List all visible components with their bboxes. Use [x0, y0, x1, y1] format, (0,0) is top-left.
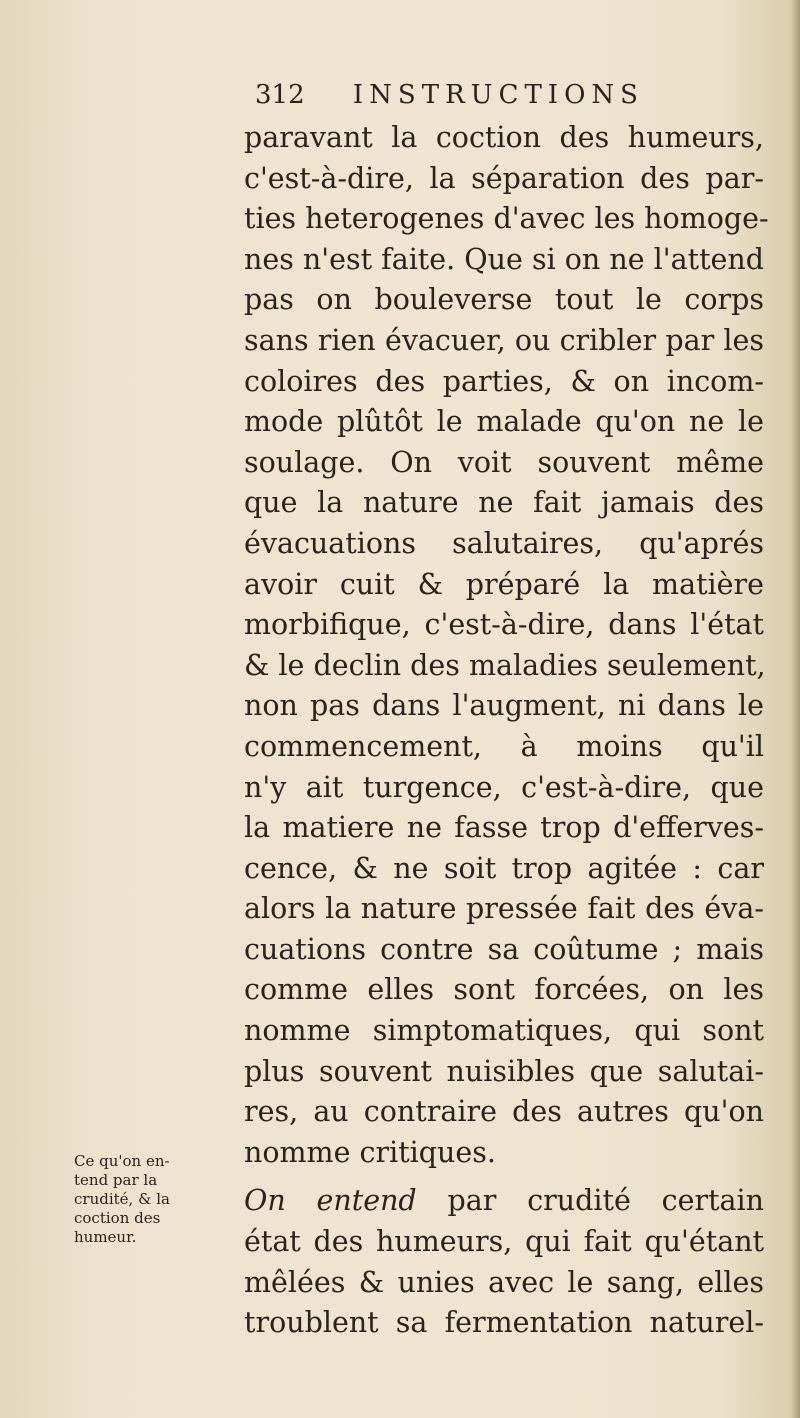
- text-line: commencement, à moins qu'il: [244, 729, 764, 763]
- text-line: morbifique, c'est-à-dire, dans l'état: [244, 608, 764, 642]
- text-line: comme elles sont forcées, on les: [244, 973, 764, 1007]
- text-line: coloires des parties, & on incom-: [244, 364, 764, 398]
- text-line: mêlées & unies avec le sang, elles: [244, 1265, 764, 1299]
- note-line: coction des: [74, 1209, 161, 1227]
- text-line: res, au contraire des autres qu'on: [244, 1095, 764, 1129]
- text-line: plus souvent nuisibles que salutai-: [244, 1054, 764, 1088]
- marginal-note: [74, 1152, 244, 1247]
- text-line: état des humeurs, qui fait qu'étant: [244, 1225, 764, 1259]
- text-line: cuations contre sa coûtume ; mais: [244, 932, 764, 966]
- text-line: avoir cuit & préparé la matière: [244, 567, 764, 601]
- italic-lead: On entend: [244, 1184, 417, 1218]
- text-line: paravant la coction des humeurs,: [244, 121, 764, 154]
- note-line: humeur.: [74, 1228, 137, 1246]
- paragraph-first-line: [244, 1181, 764, 1222]
- main-text: [244, 118, 769, 1344]
- text-line: nes n'est faite. Que si on ne l'attend: [244, 242, 764, 276]
- text-line: n'y ait turgence, c'est-à-dire, que: [244, 770, 764, 804]
- text-line: troublent sa fermentation naturel-: [244, 1306, 764, 1340]
- note-line: tend par la: [74, 1171, 158, 1189]
- text-line: c'est-à-dire, la séparation des par-: [244, 161, 764, 195]
- note-line: Ce qu'on en-: [74, 1152, 170, 1170]
- text-line: nomme simptomatiques, qui sont: [244, 1014, 764, 1048]
- text-line: ties heterogenes d'avec les homoge-: [244, 202, 769, 236]
- text-line: pas on bouleverse tout le corps: [244, 283, 764, 317]
- text-line: sans rien évacuer, ou cribler par les: [244, 323, 764, 357]
- text-line: la matiere ne fasse trop d'efferves-: [244, 811, 764, 845]
- note-line: crudité, & la: [74, 1190, 170, 1208]
- first-line-rest: par crudité certain: [416, 1184, 764, 1218]
- running-head: [255, 80, 775, 120]
- text-line: mode plûtôt le malade qu'on ne le: [244, 405, 764, 439]
- running-title: INSTRUCTIONS: [352, 80, 644, 110]
- text-line: cence, & ne soit trop agitée : car: [244, 851, 764, 885]
- text-line: nomme critiques.: [244, 1135, 496, 1169]
- text-line: que la nature ne fait jamais des: [244, 486, 764, 520]
- text-line: alors la nature pressée fait des éva-: [244, 892, 764, 926]
- text-line: & le declin des maladies seulement,: [244, 648, 766, 682]
- page-edge-shadow: [790, 0, 800, 1418]
- page-number: 312: [255, 80, 305, 110]
- text-line: non pas dans l'augment, ni dans le: [244, 689, 764, 723]
- text-line: évacuations salutaires, qu'aprés: [244, 526, 764, 560]
- text-line: soulage. On voit souvent même: [244, 445, 764, 479]
